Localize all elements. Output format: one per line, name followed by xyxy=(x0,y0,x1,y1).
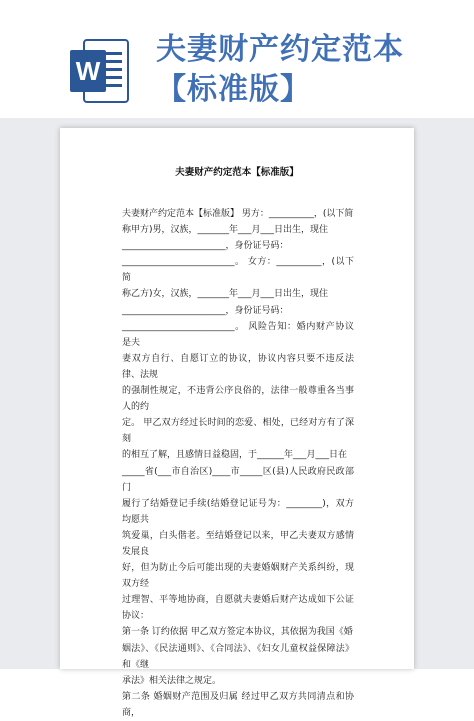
body-line: _________________________。 女方：__________，(以下简 xyxy=(122,257,354,284)
body-line: 称甲方)男，汉族，_______年___月___日出生，现住 xyxy=(122,225,329,236)
body-line: 筑爱巢，白头偕老。至结婚登记以来，甲乙夫妻双方感情发展良 xyxy=(122,530,354,557)
body-line: 第一条 订约依据 甲乙双方签定本协议，其依据为我国《婚 xyxy=(122,627,353,638)
body-line: 称乙方)女，汉族，_______年___月___日出生，现住 xyxy=(122,289,329,300)
svg-text:W: W xyxy=(75,56,101,86)
body-line: _____省(___市自治区)____市_____区(县)人民政府民政部门 xyxy=(122,466,354,493)
page-title: 夫妻财产约定范本【标准版】 xyxy=(175,167,299,178)
body-line: 妻双方自行、自愿订立的协议，协议内容只要不违反法律、法规 xyxy=(122,353,354,380)
body-line: 过理智、平等地协商，自愿就夫妻婚后财产达成如下公证协议： xyxy=(122,595,354,622)
body-line: _______________________，身份证号码： xyxy=(122,305,289,316)
body-line: 的强制性规定，不违背公序良俗的，法律一般尊重各当事人的约 xyxy=(122,386,354,413)
body-line: 履行了结婚登记手续(结婚登记证号为：________)，双方均愿共 xyxy=(122,498,354,525)
body-line: 好，但为防止今后可能出现的夫妻婚姻财产关系纠纷，现双方经 xyxy=(122,563,354,590)
body-line: 定。 甲乙双方经过长时间的恋爱、相处，已经对方有了深刻 xyxy=(122,418,354,445)
body-line: 承法》相关法律之规定。 xyxy=(122,675,222,686)
word-document-icon xyxy=(68,36,130,106)
body-line: _________________________。 风险告知：婚内财产协议是夫 xyxy=(122,321,354,348)
body-line: 第二条 婚姻财产范围及归属 经过甲乙双方共同清点和协商， xyxy=(122,691,354,718)
body-line: 夫妻财产约定范本【标准版】 男方：__________，(以下简 xyxy=(122,209,354,219)
document-body xyxy=(122,206,354,721)
body-line: 的相互了解，且感情日益稳固，于______年___月___日在 xyxy=(122,450,348,461)
body-line: _______________________，身份证号码： xyxy=(122,241,289,252)
body-line: 姻法》、《民法通则》、《合同法》、《妇女儿童权益保障法》和《继 xyxy=(122,643,354,670)
header-banner xyxy=(0,0,474,120)
document-heading: 夫妻财产约定范本【标准版】 xyxy=(156,32,404,107)
